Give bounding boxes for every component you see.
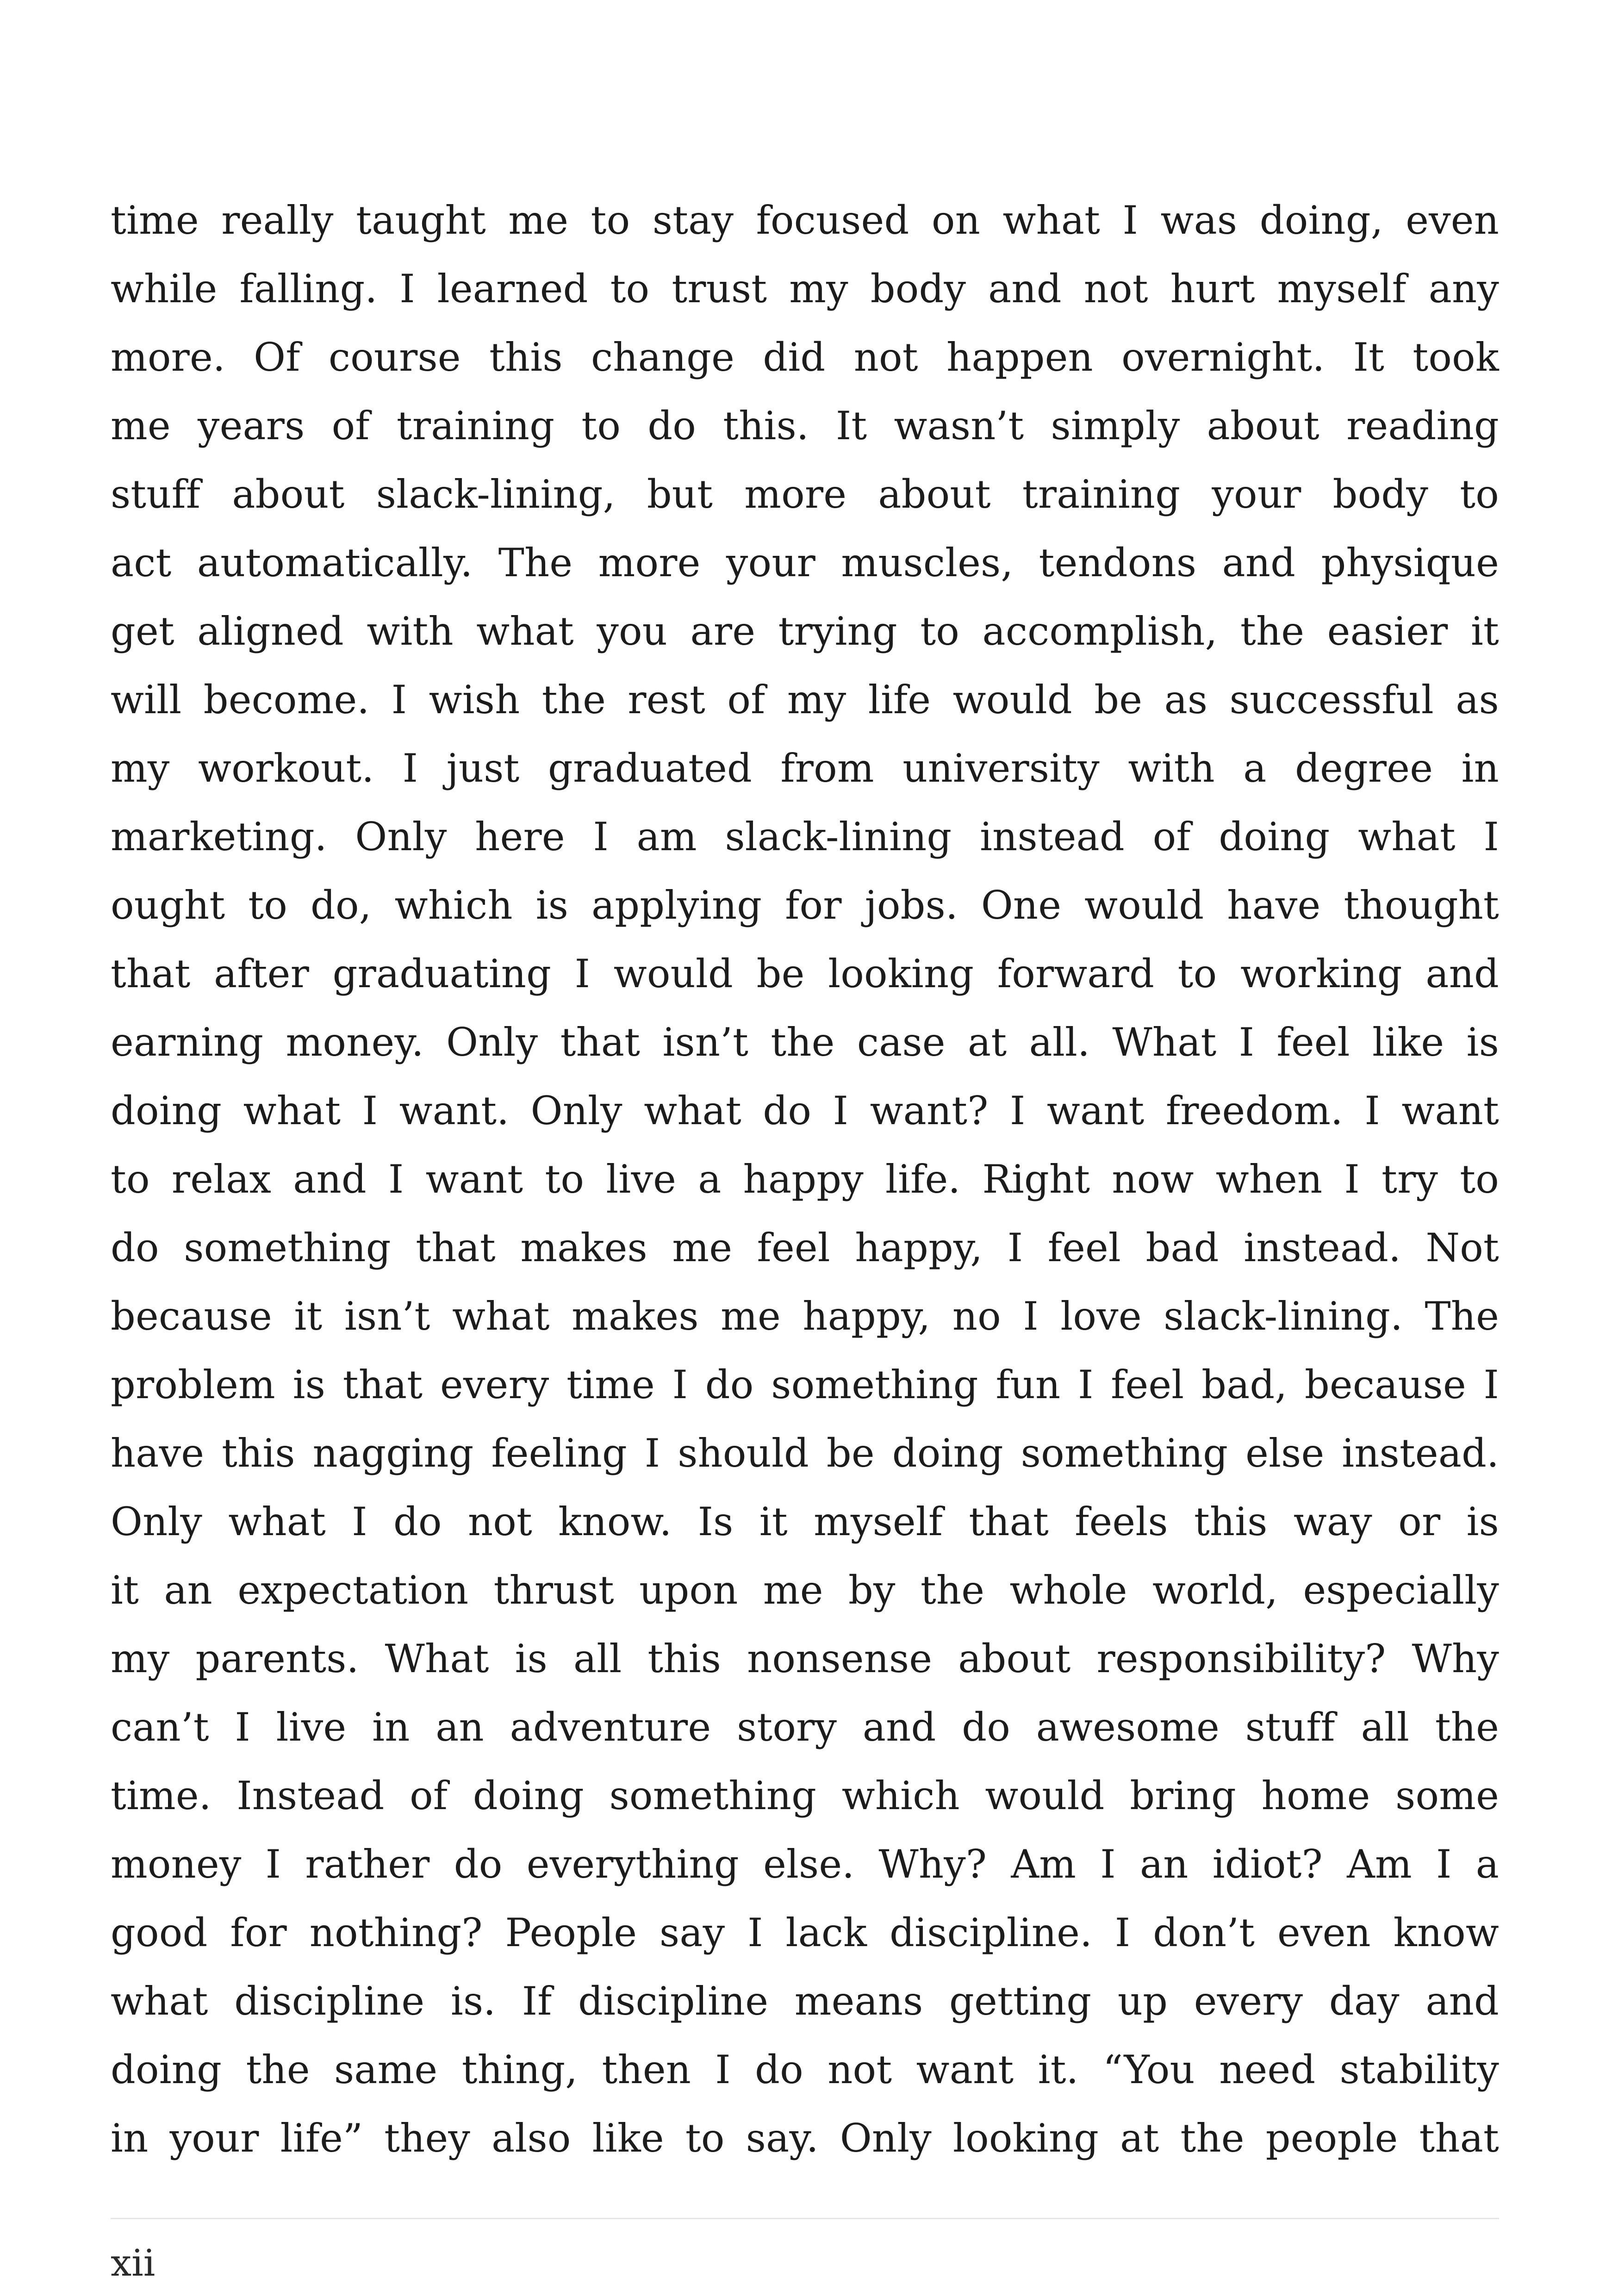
text-line: ought to do, which is applying for jobs. One would have thought: [111, 883, 1499, 928]
text-line: can’t I live in an adventure story and do awesome stuff all the: [111, 1705, 1499, 1750]
text-line: to relax and I want to live a happy life. Right now when I try to: [111, 1157, 1499, 1202]
text-line: good for nothing? People say I lack discipline. I don’t even know: [111, 1910, 1499, 1955]
text-line: will become. I wish the rest of my life would be as successful as: [111, 677, 1499, 722]
footer-divider: [111, 2218, 1499, 2219]
text-line: time. Instead of doing something which would bring home some: [111, 1773, 1499, 1818]
text-line: doing the same thing, then I do not want it. “You need stability: [111, 2047, 1499, 2092]
text-line: while falling. I learned to trust my body and not hurt myself any: [111, 266, 1499, 311]
text-line: have this nagging feeling I should be doing something else instead.: [111, 1431, 1499, 1476]
text-line: stuff about slack-lining, but more about training your body to: [111, 472, 1499, 517]
text-line: money I rather do everything else. Why? Am I an idiot? Am I a: [111, 1842, 1499, 1887]
text-line: my parents. What is all this nonsense about responsibility? Why: [111, 1636, 1499, 1681]
text-line: act automatically. The more your muscles, tendons and physique: [111, 540, 1499, 585]
text-line: what discipline is. If discipline means getting up every day and: [111, 1979, 1499, 2024]
text-line: it an expectation thrust upon me by the whole world, especially: [111, 1568, 1499, 1613]
text-line: me years of training to do this. It wasn’t simply about reading: [111, 403, 1499, 448]
text-line: because it isn’t what makes me happy, no I love slack-lining. The: [111, 1294, 1499, 1339]
text-line: doing what I want. Only what do I want? I want freedom. I want: [111, 1088, 1499, 1133]
text-line: Only what I do not know. Is it myself that feels this way or is: [111, 1499, 1499, 1544]
text-line: marketing. Only here I am slack-lining instead of doing what I: [111, 814, 1499, 859]
text-line: do something that makes me feel happy, I feel bad instead. Not: [111, 1225, 1499, 1270]
text-line: time really taught me to stay focused on what I was doing, even: [111, 198, 1499, 243]
text-line: problem is that every time I do something fun I feel bad, because I: [111, 1362, 1499, 1407]
text-line: get aligned with what you are trying to accomplish, the easier it: [111, 609, 1499, 654]
body-text: [111, 186, 1499, 2172]
text-line: in your life” they also like to say. Only looking at the people that: [111, 2116, 1499, 2161]
page-number: xii: [111, 2241, 156, 2284]
text-line: more. Of course this change did not happen overnight. It took: [111, 335, 1499, 380]
text-line: that after graduating I would be looking forward to working and: [111, 951, 1499, 996]
text-line: earning money. Only that isn’t the case at all. What I feel like is: [111, 1020, 1499, 1065]
text-line: my workout. I just graduated from university with a degree in: [111, 746, 1499, 791]
